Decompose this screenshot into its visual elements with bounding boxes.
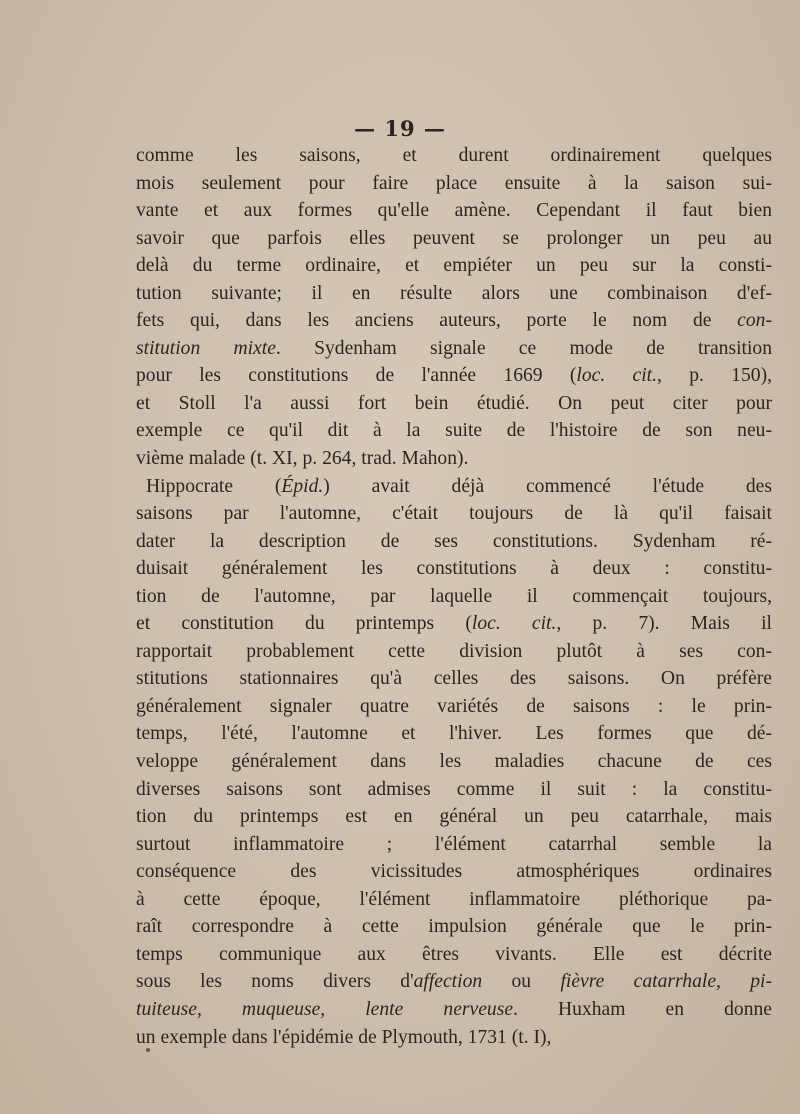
text-line: [136, 170, 784, 198]
italic-text-run: loc. cit.: [576, 365, 658, 387]
page-number: — 19 —: [354, 116, 446, 141]
paper-speck: [146, 1048, 150, 1052]
text-run: savoir que parfois elles peuvent se prolonger un peu au: [136, 227, 772, 249]
text-run: surtout inflammatoire ; l'élément catarrhal semble la: [136, 833, 772, 855]
italic-text-run: stitution mixte: [136, 337, 276, 359]
text-line: [136, 197, 784, 225]
text-run: temps communique aux êtres vivants. Elle est décrite: [136, 943, 772, 965]
text-line: [136, 858, 784, 886]
text-line: [136, 720, 784, 748]
text-line: [136, 583, 784, 611]
text-run: comme les saisons, et durent ordinairement quelques: [136, 145, 772, 166]
text-line: [136, 335, 784, 363]
text-line: [136, 555, 784, 583]
page-body-text: [136, 142, 784, 1051]
text-run: dater la description de ses constitutions. Sydenham ré-: [136, 530, 772, 552]
text-run: , p. 150),: [657, 365, 772, 387]
text-run: généralement signaler quatre variétés de saisons : le prin-: [136, 695, 772, 717]
text-run: Hippocrate (: [146, 475, 282, 497]
text-run: rapportait probablement cette division plutôt à ses con-: [136, 640, 772, 662]
text-run: stitutions stationnaires qu'à celles des saisons. On préfère: [136, 668, 772, 690]
text-run: duisait généralement les constitutions à deux : constitu-: [136, 558, 772, 580]
text-line: [136, 665, 784, 693]
text-line: [136, 445, 784, 473]
text-run: . Huxham en donne: [513, 998, 773, 1020]
text-run: delà du terme ordinaire, et empiéter un peu sur la consti-: [136, 255, 772, 277]
text-line: [136, 252, 784, 280]
text-line: [136, 390, 784, 418]
text-line: [136, 776, 784, 804]
text-line: [136, 886, 784, 914]
text-run: vième malade (t. XI, p. 264, trad. Mahon).: [136, 448, 469, 470]
text-run: vante et aux formes qu'elle amène. Cependant il faut bien: [136, 200, 772, 222]
italic-text-run: Épid.: [281, 475, 324, 497]
text-line: [136, 941, 784, 969]
text-line: [136, 803, 784, 831]
text-line: [136, 142, 784, 170]
text-run: veloppe généralement dans les maladies chacune de ces: [136, 751, 772, 773]
text-run: saisons par l'automne, c'était toujours de là qu'il faisait: [136, 503, 772, 525]
text-line: [136, 968, 784, 996]
italic-text-run: tuiteuse, muqueuse, lente nerveuse: [136, 998, 514, 1020]
text-line: [136, 307, 784, 335]
italic-text-run: loc. cit.: [471, 613, 557, 635]
italic-text-run: con-: [737, 310, 772, 332]
text-run: exemple ce qu'il dit à la suite de l'histoire de son neu-: [136, 420, 772, 442]
text-line: [136, 638, 784, 666]
text-line: [136, 500, 784, 528]
text-run: raît correspondre à cette impulsion générale que le prin-: [136, 916, 772, 938]
text-line: [136, 831, 784, 859]
text-line: [136, 913, 784, 941]
italic-text-run: affection: [413, 971, 483, 993]
text-line: [136, 280, 784, 308]
text-line: [136, 417, 784, 445]
text-line: [136, 473, 784, 501]
text-line: [136, 748, 784, 776]
text-run: et Stoll l'a aussi fort bein étudié. On peut citer pour: [136, 392, 772, 414]
text-run: tution suivante; il en résulte alors une combinaison d'ef-: [136, 282, 772, 304]
text-line: [136, 693, 784, 721]
text-line: [136, 225, 784, 253]
text-run: . Sydenham signale ce mode de transition: [275, 337, 772, 359]
text-run: et constitution du printemps (: [136, 613, 472, 635]
text-line: [136, 528, 784, 556]
text-run: temps, l'été, l'automne et l'hiver. Les formes que dé-: [136, 723, 772, 745]
text-run: à cette époque, l'élément inflammatoire pléthorique pa-: [136, 888, 772, 910]
text-run: pour les constitutions de l'année 1669 (: [136, 365, 577, 387]
text-run: fets qui, dans les anciens auteurs, porte le nom de: [136, 310, 738, 332]
text-run: ) avait déjà commencé l'étude des: [323, 475, 772, 497]
text-run: diverses saisons sont admises comme il suit : la constitu-: [136, 778, 772, 800]
text-line: [136, 362, 784, 390]
text-run: tion du printemps est en général un peu catarrhale, mais: [136, 806, 772, 828]
text-line: [136, 996, 784, 1024]
text-run: tion de l'automne, par laquelle il commençait toujours,: [136, 585, 772, 607]
text-run: sous les noms divers d': [136, 971, 414, 993]
text-line: [136, 610, 784, 638]
text-run: un exemple dans l'épidémie de Plymouth, 1731 (t. I),: [136, 1026, 552, 1048]
text-run: ou: [482, 971, 561, 993]
text-run: , p. 7). Mais il: [556, 613, 773, 635]
text-line: [136, 1024, 784, 1052]
italic-text-run: fièvre catarrhale, pi-: [560, 971, 773, 993]
text-run: mois seulement pour faire place ensuite à la saison sui-: [136, 172, 772, 194]
text-run: conséquence des vicissitudes atmosphériques ordinaires: [136, 861, 772, 883]
